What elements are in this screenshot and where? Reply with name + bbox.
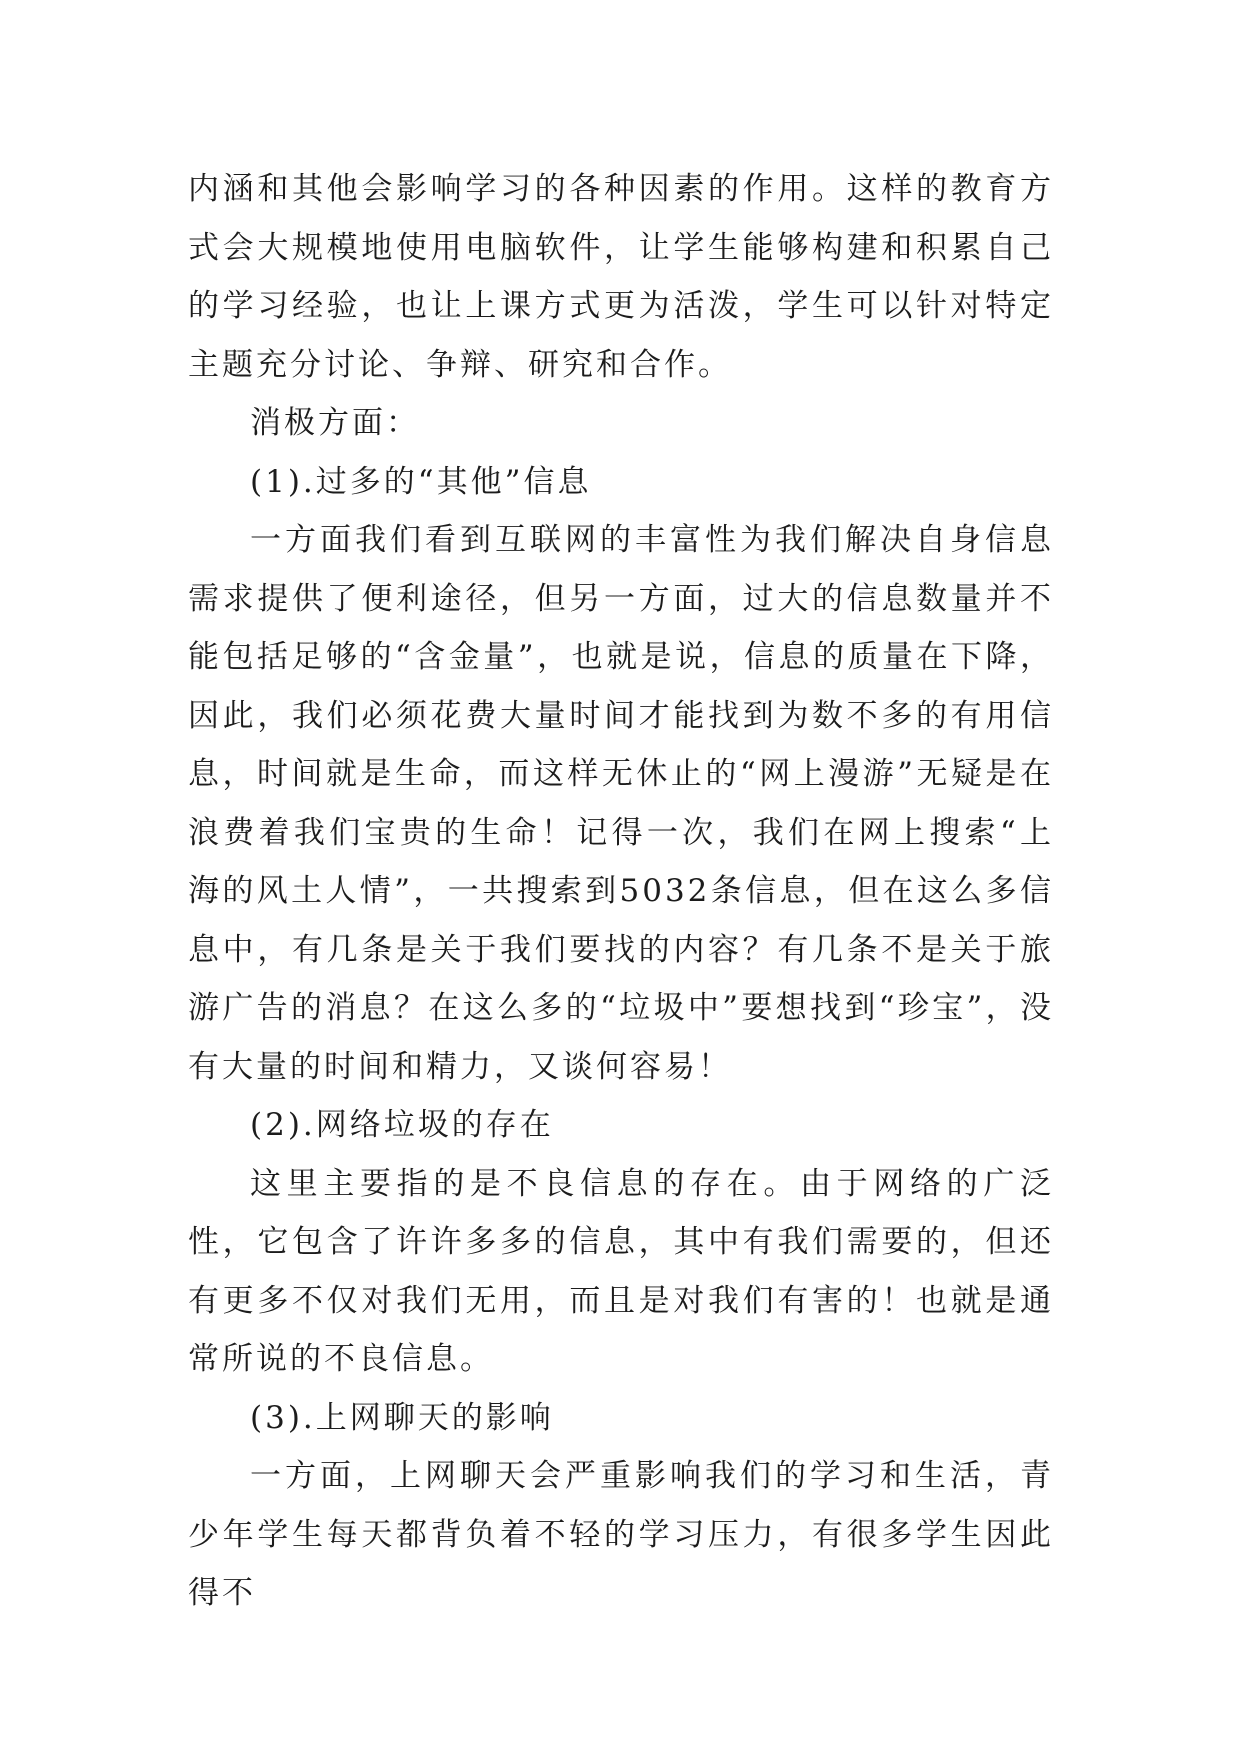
- section-heading-negative-aspects: 消极方面：: [250, 405, 420, 441]
- subheading-2: (2).网络垃圾的存在: [250, 1107, 554, 1143]
- subheading-1: (1).过多的“其他”信息: [250, 463, 592, 500]
- paragraph-1: 一方面我们看到互联网的丰富性为我们解决自身信息需求提供了便利途径，但另一方面，过大的信息数量并不能包括足够的“含金量”，也就是说，信息的质量在下降，因此，我们必须花费大量时间才能找到为数不多的有用信息，时间就是生命，而这样无休止的“网上漫游”无疑是在浪费着我们宝贵的生命！记得一次，我们在网上搜索“上海的风土人情”，一共搜索到5032条信息，但在这么多信息中，有几条是关于我们要找的内容？有几条不是关于旅游广告的消息？在这么多的“垃圾中”要想找到“珍宝”，没有大量的时间和精力，又谈何容易！: [188, 522, 1054, 1085]
- paragraph-2: 这里主要指的是不良信息的存在。由于网络的广泛性，它包含了许许多多的信息，其中有我们需要的，但还有更多不仅对我们无用，而且是对我们有害的！也就是通常所说的不良信息。: [188, 1165, 1054, 1377]
- document-body: [188, 160, 1054, 1623]
- paragraph-continued: 内涵和其他会影响学习的各种因素的作用。这样的教育方式会大规模地使用电脑软件，让学生能够构建和积累自己的学习经验，也让上课方式更为活泼，学生可以针对特定主题充分讨论、争辩、研究和合作。: [188, 171, 1054, 383]
- paragraph-3: 一方面，上网聊天会严重影响我们的学习和生活，青少年学生每天都背负着不轻的学习压力，有很多学生因此得不: [188, 1458, 1054, 1611]
- subheading-3: (3).上网聊天的影响: [250, 1399, 554, 1436]
